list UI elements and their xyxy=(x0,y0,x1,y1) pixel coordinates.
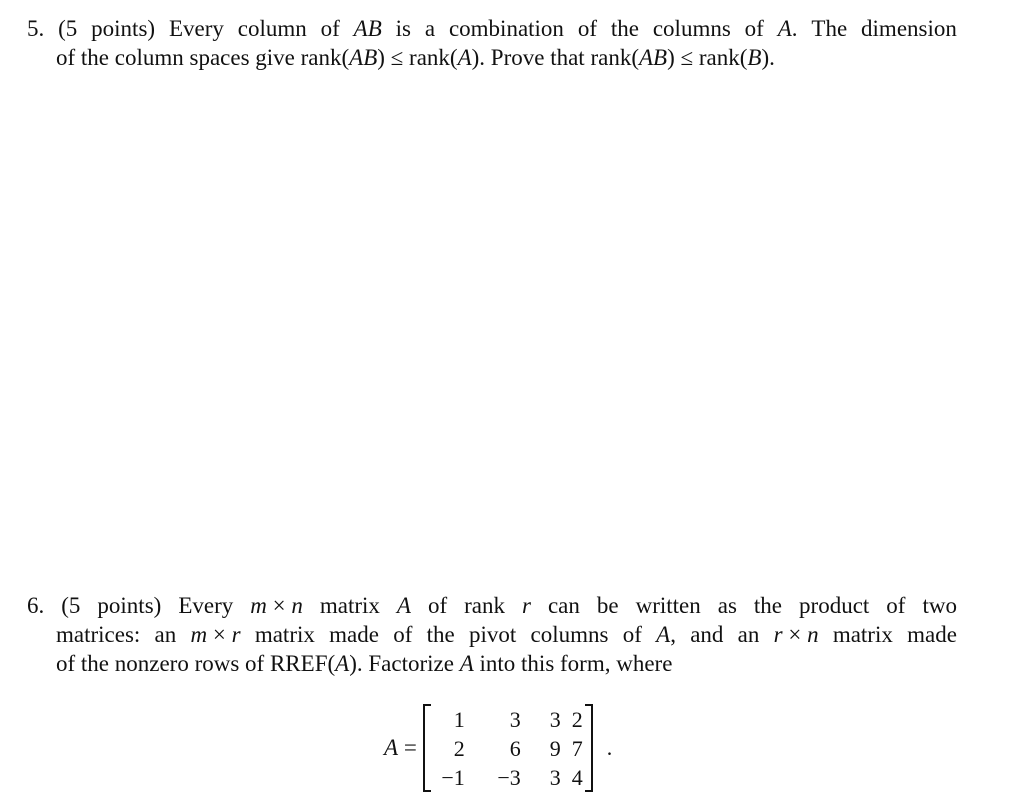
problem-6 xyxy=(27,591,957,678)
p5-seg-17: dimension xyxy=(861,16,957,41)
matrix-cell: 9 xyxy=(549,735,561,761)
p6-l2-seg-16: made xyxy=(907,622,957,647)
matrix-cell: 4 xyxy=(571,764,583,790)
p6-seg-7: A xyxy=(396,593,411,618)
p6-l2-seg-9: columns xyxy=(530,622,609,647)
matrix-cell: −3 xyxy=(497,764,521,790)
p5-seg-3: points) xyxy=(91,16,156,41)
p5-seg-15: A. xyxy=(777,16,798,41)
p6-l2-seg-14: r × n xyxy=(773,622,819,647)
p5-seg-9: a xyxy=(424,16,436,41)
p6-seg-14: as xyxy=(717,593,737,618)
p6-seg-6: matrix xyxy=(319,593,380,618)
p6-l2-seg-12: and xyxy=(690,622,724,647)
matrix-label: A = xyxy=(384,735,417,760)
p6-l2-seg-8: pivot xyxy=(468,622,517,647)
p5-seg-5: column xyxy=(237,16,307,41)
problem-5-line-1 xyxy=(27,14,957,43)
matrix-grid xyxy=(433,705,583,792)
matrix-right-bracket xyxy=(585,704,593,792)
p6-seg-12: be xyxy=(596,593,619,618)
problem-6-line-2 xyxy=(27,620,957,649)
p6-seg-1: 6. xyxy=(27,593,45,618)
p6-seg-10: r xyxy=(522,593,531,618)
p6-l2-seg-10: of xyxy=(622,622,642,647)
problem-5-line-2: of the column spaces give rank(AB) ≤ rank(A). Prove that rank(AB) ≤ rank(B). xyxy=(56,45,775,70)
p5-seg-6: of xyxy=(320,16,340,41)
p5-seg-13: columns xyxy=(652,16,731,41)
p5-seg-16: The xyxy=(811,16,848,41)
p5-seg-7: AB xyxy=(353,16,382,41)
p5-seg-1: 5. xyxy=(27,16,45,41)
p5-seg-11: of xyxy=(577,16,597,41)
p6-seg-18: two xyxy=(922,593,957,618)
p6-l2-seg-4: matrix xyxy=(254,622,315,647)
p5-seg-2: (5 xyxy=(58,16,78,41)
matrix-cell: 3 xyxy=(549,764,561,790)
p6-seg-2: (5 xyxy=(61,593,81,618)
p5-seg-10: combination xyxy=(448,16,564,41)
p5-seg-14: of xyxy=(744,16,764,41)
p6-seg-3: points) xyxy=(97,593,162,618)
p6-l2-seg-7: the xyxy=(426,622,455,647)
p6-seg-8: of xyxy=(427,593,448,618)
matrix-cell: 2 xyxy=(453,735,465,761)
matrix-cell: 6 xyxy=(509,735,521,761)
p6-l2-seg-6: of xyxy=(393,622,413,647)
matrix-equation xyxy=(384,703,612,793)
matrix-cell: 3 xyxy=(549,706,561,732)
p6-l2-seg-5: made xyxy=(329,622,379,647)
p5-seg-12: the xyxy=(610,16,639,41)
p6-l2-seg-13: an xyxy=(737,622,760,647)
problem-6-line-1 xyxy=(27,591,957,620)
p6-l2-seg-3: m × r xyxy=(190,622,241,647)
p6-l2-seg-2: an xyxy=(154,622,177,647)
matrix-left-bracket xyxy=(423,704,431,792)
matrix-cell: 7 xyxy=(571,735,583,761)
p6-l2-seg-1: matrices: xyxy=(56,622,141,647)
p6-seg-4: Every xyxy=(178,593,234,618)
p6-seg-17: of xyxy=(886,593,906,618)
p5-seg-4: Every xyxy=(168,16,224,41)
matrix-cell: 1 xyxy=(453,706,465,732)
matrix-cell: 3 xyxy=(509,706,521,732)
matrix-cell: −1 xyxy=(441,764,465,790)
p6-l2-seg-11: A, xyxy=(656,622,676,647)
p6-l2-seg-15: matrix xyxy=(832,622,893,647)
p6-seg-16: product xyxy=(799,593,870,618)
p6-seg-15: the xyxy=(753,593,783,618)
p6-seg-13: written xyxy=(635,593,701,618)
p6-seg-9: rank xyxy=(464,593,505,618)
p6-seg-5: m × n xyxy=(250,593,303,618)
p5-seg-8: is xyxy=(395,16,411,41)
matrix-cell: 2 xyxy=(571,706,583,732)
matrix-terminator: . xyxy=(606,735,613,760)
problem-6-line-3: of the nonzero rows of RREF(A). Factorize A into this form, where xyxy=(56,651,673,676)
problem-5 xyxy=(27,14,957,72)
p6-seg-11: can xyxy=(547,593,580,618)
